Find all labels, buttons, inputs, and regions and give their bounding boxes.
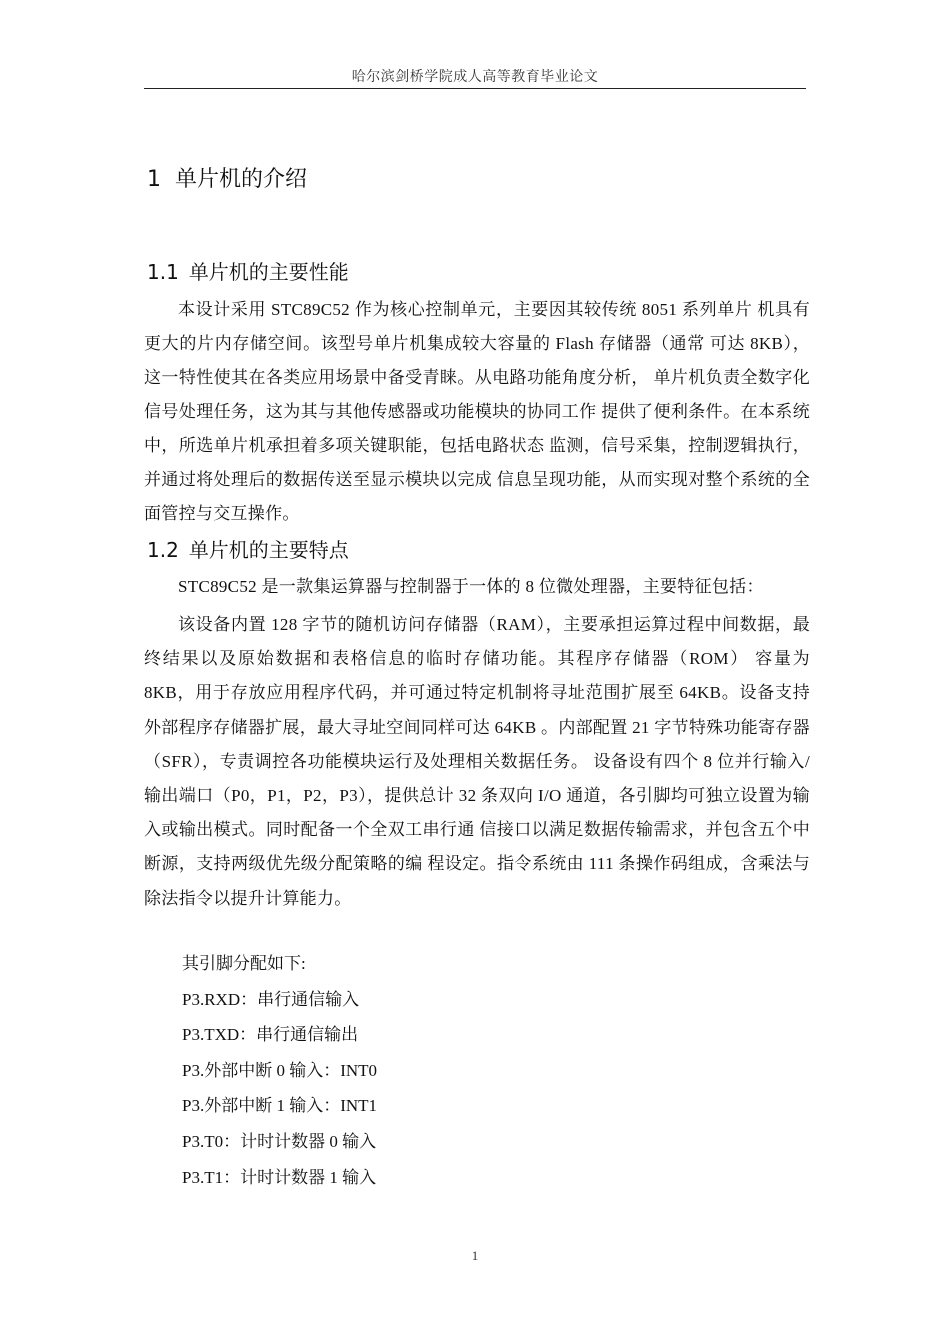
section-1-2-intro: STC89C52 是一款集运算器与控制器于一体的 8 位微处理器，主要特征包括： bbox=[178, 577, 764, 596]
chapter-title: 单片机的介绍 bbox=[175, 167, 308, 192]
section-1-2-heading bbox=[147, 534, 349, 563]
pin-list-intro: 其引脚分配如下: bbox=[182, 954, 306, 973]
header-rule bbox=[144, 88, 806, 89]
chapter-heading bbox=[147, 162, 307, 193]
section-1-2-title: 单片机的主要特点 bbox=[188, 538, 349, 562]
section-1-1-title: 单片机的主要性能 bbox=[188, 260, 349, 284]
pin-item-int1: P3.外部中断 1 输入：INT1 bbox=[182, 1096, 378, 1116]
section-1-2-number: 1.2 bbox=[147, 538, 179, 562]
section-1-1-heading bbox=[147, 256, 349, 285]
running-header: 哈尔滨剑桥学院成人高等教育毕业论文 bbox=[351, 70, 599, 85]
pin-item-rxd: P3.RXD：串行通信输入 bbox=[182, 989, 360, 1009]
section-1-1-number: 1.1 bbox=[147, 260, 179, 284]
pin-item-t0: P3.T0：计时计数器 0 输入 bbox=[182, 1131, 377, 1151]
pin-assignment-list bbox=[182, 946, 377, 1195]
pin-item-t1: P3.T1：计时计数器 1 输入 bbox=[182, 1167, 377, 1187]
pin-item-int0: P3.外部中断 0 输入：INT0 bbox=[182, 1060, 378, 1080]
section-1-2-paragraph: 该设备内置 128 字节的随机访问存储器（RAM），主要承担运算过程中间数据，最终结果以及原始数据和表格信息的临时存储功能。其程序存储器（ROM） 容量为 8KB，用于存放应用程序代码，并可通过特定机制将寻址范围扩展至 64KB。设备支持外部程序存储器扩展，最大寻址空间同样可达 64KB 。内部配置 21 字节特殊功能寄存器（SFR），专责调控各功能模块运行及处理相关数据任务。 设备设有四个 8 位并行输入/输出端口（P0，P1，P2，P3），提供总计 32 条双向 I/O 通道，各引脚均可独立设置为输入或输出模式。同时配备一个全双工串行通 信接口以满足数据传输需求，并包含五个中断源，支持两级优先级分配策略的编 程设定。指令系统由 111 条操作码组成，含乘法与除法指令以提升计算能力。 bbox=[144, 615, 810, 908]
pin-item-txd: P3.TXD：串行通信输出 bbox=[182, 1025, 359, 1045]
page-number: 1 bbox=[471, 1248, 479, 1263]
chapter-number: 1 bbox=[147, 167, 161, 192]
section-1-1-paragraph: 本设计采用 STC89C52 作为核心控制单元，主要因其较传统 8051 系列单片 机具有更大的片内存储空间。该型号单片机集成较大容量的 Flash 存储器（通常 可达 8KB），这一特性使其在各类应用场景中备受青睐。从电路功能角度分析， 单片机负责全数字化信号处理任务，这为其与其他传感器或功能模块的协同工作 提供了便利条件。在本系统中，所选单片机承担着多项关键职能，包括电路状态 监测，信号采集，控制逻辑执行，并通过将处理后的数据传送至显示模块以完成 信息呈现功能，从而实现对整个系统的全面管控与交互操作。 bbox=[144, 300, 810, 523]
